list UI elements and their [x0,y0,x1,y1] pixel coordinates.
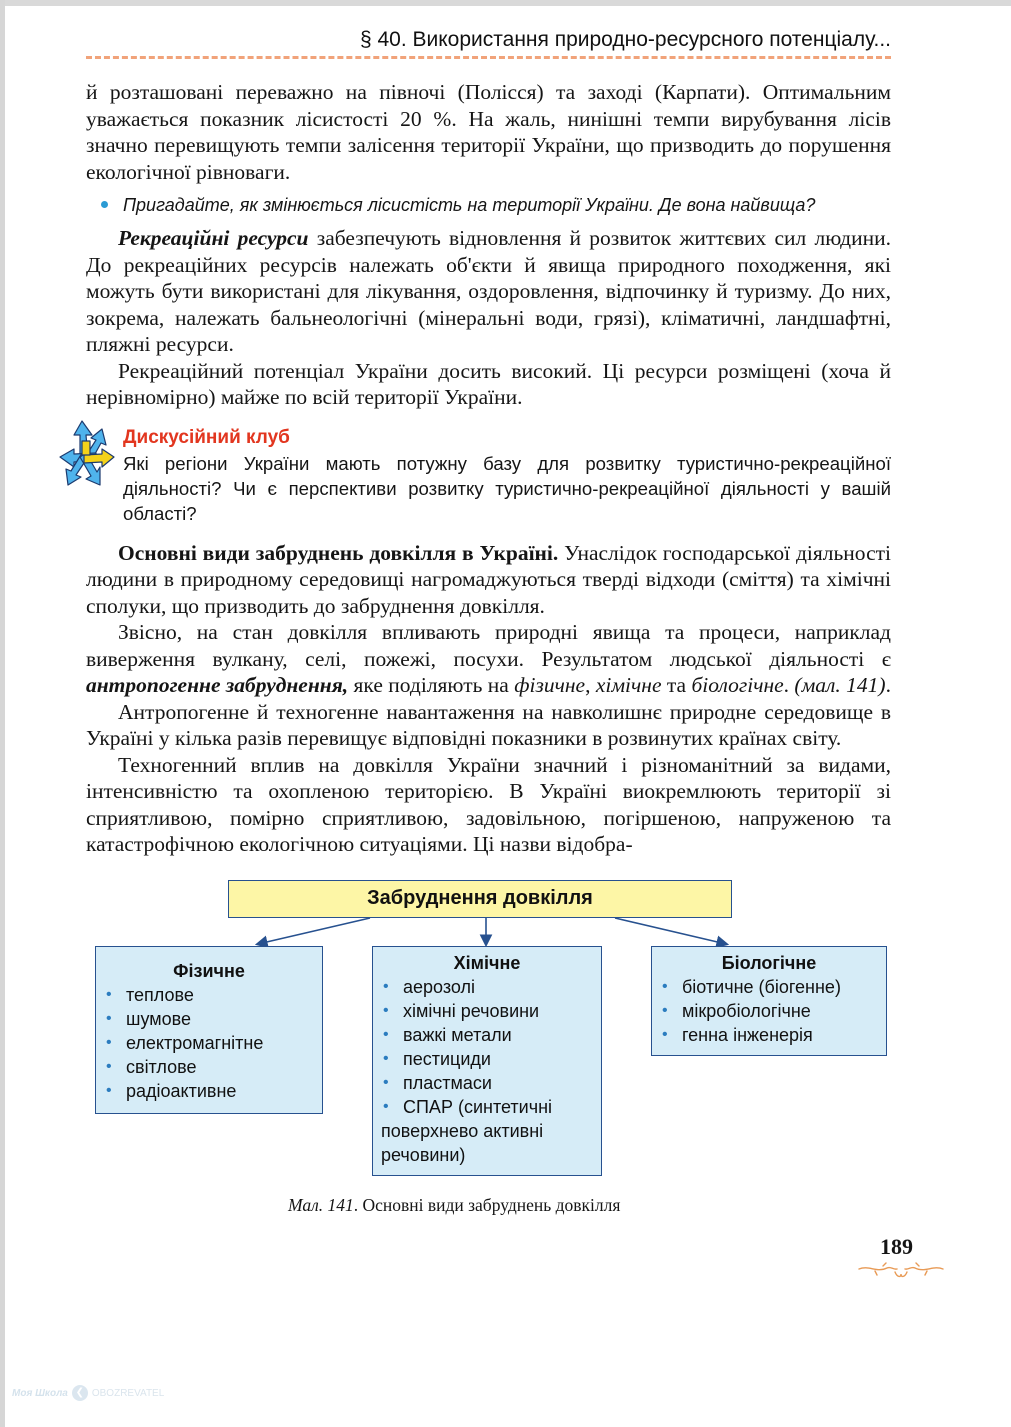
figure-reference: (мал. 141) [794,673,886,697]
arrow-to-physical [258,918,370,944]
header-dashed-rule [86,56,891,59]
box-heading: Фізичне [173,960,245,981]
watermark-logo-icon: ❮ [72,1385,88,1401]
list-item: • генна інженерія [652,1023,886,1047]
text-span: . [885,673,891,697]
review-question-text: Пригадайте, як змінюється лісистість на території України. Де вона найвища? [123,195,816,215]
box-heading: Хімічне [453,952,521,973]
header-area [86,28,891,52]
list-item: • теплове [96,983,322,1007]
text-span: Звісно, на стан довкілля впливають природні явища та процеси, наприклад виверження вулкану, селі, пожежі, посухи. Результатом людської діяльності є [86,620,891,671]
paragraph-technogenic-impact: Техногенний вплив на довкілля України значний і різноманітний за видами, інтенсивністю та охопленою територією. В Україні виокремлюють території зі сприятливою, помірно сприятливою, задовільною, погіршеною, напруженою та катастрофічною екологічною ситуаціями. Ці назви відобра- [86,752,891,856]
discussion-club-text: Які регіони України мають потужну базу для розвитку туристично-рекреаційної діяльності? Чи є перспективи розвитку туристично-рекреаційної діяльності у вашій області? [123,452,891,524]
term-chemical: хімічне [595,673,662,697]
paragraph-recreational-text: забезпечують відновлення й розвиток життєвих сил людини. До рекреаційних ресурсів належать об'єкти й явища природного походження, які можуть бути використані для лікування, оздоровлення, відпочинку й туризму. До них, зокрема, належать бальнеологічні (мінеральні води, грязі), кліматичні, ландшафтні, пляжні ресурси. [86,226,891,356]
watermark-brand-a: Моя Школа [12,1387,68,1399]
paragraph-pollution-types [86,540,891,620]
term-recreational-resources: Рекреаційні ресурси [118,226,309,250]
list-item: • світлове [96,1055,322,1079]
review-question [123,193,891,217]
paragraph-recreational-resources [86,225,891,358]
paragraph-anthropogenic [86,619,891,699]
paragraph-pollution-text: Унаслідок господарської діяльності людини в природному середовищі нагромаджуються тверді відходи (сміття) та хімічні сполуки, що призводить до забруднення довкілля. [86,540,891,618]
figure-caption [288,1194,891,1216]
heading-pollution-types: Основні види забруднень довкілля в Україні. [118,540,559,565]
crossed-arrows-icon [56,419,116,489]
page-footer [86,1233,913,1286]
paragraph-recreational-potential: Рекреаційний потенціал України досить високий. Ці ресурси розміщені (хоча й нерівномірно) майже по всій території України. [86,358,891,409]
paragraph-technogenic-load: Антропогенне й техногенне навантаження на навколишнє природне середовище в Україні у кілька разів перевищує відповідні показники в розвинутих країнах світу. [86,699,891,750]
diagram-box-biological [651,946,887,1056]
list-item: • електромагнітне [96,1031,322,1055]
term-biological: біологічне [691,673,784,697]
list-item: • шумове [96,1007,322,1031]
paragraph-forests: й розташовані переважно на півночі (Полісся) та заході (Карпати). Оптимальним уважається показник лісистості 20 %. На жаль, нинішні темпи вирубування лісів значно перевищують темпи залісення території України, що призводить до порушення екологічної рівноваги. [86,80,891,184]
arrow-to-biological [615,918,726,944]
discussion-club-title: Дискусійний клуб [123,426,290,448]
diagram-title: Забруднення довкілля [228,880,732,918]
watermark [12,1385,164,1401]
list-item: • мікробіологічне [652,999,886,1023]
list-item: • СПАР (синтетичні [373,1095,601,1119]
text-span: та [661,673,692,697]
diagram-box-chemical [372,946,602,1176]
diagram-box-physical [95,946,323,1114]
list-item: • радіоактивне [96,1079,322,1103]
text-span: , [585,673,596,697]
list-item-continuation: речовини) [381,1144,466,1165]
term-physical: фізичне [514,673,586,697]
list-item: • біотичне (біогенне) [652,975,886,999]
list-item: • пестициди [373,1047,601,1071]
watermark-brand-b: OBOZREVATEL [91,1387,165,1399]
box-heading: Біологічне [721,952,817,973]
figure-caption-label: Мал. 141 [288,1194,354,1215]
question-bullet-icon [101,201,108,208]
discussion-club [86,425,891,526]
pollution-diagram [86,880,891,1180]
box-list [96,983,322,1103]
list-item: • аерозолі [373,975,601,999]
list-item: • важкі метали [373,1023,601,1047]
list-item: • пластмаси [373,1071,601,1095]
box-list [373,975,601,1167]
term-anthropogenic: антропогенне забруднення, [86,673,349,697]
box-list [652,975,886,1047]
section-header: § 40. Використання природно-ресурсного потенціалу... [359,28,891,51]
page-ornament-icon [855,1261,947,1281]
text-span: . [783,673,795,697]
page-number: 189 [880,1233,913,1259]
list-item: • хімічні речовини [373,999,601,1023]
list-item-continuation: поверхнево активні [381,1120,544,1141]
figure-caption-text: . Основні види забруднень довкілля [353,1194,621,1215]
text-span: яке поділяють на [348,673,515,697]
